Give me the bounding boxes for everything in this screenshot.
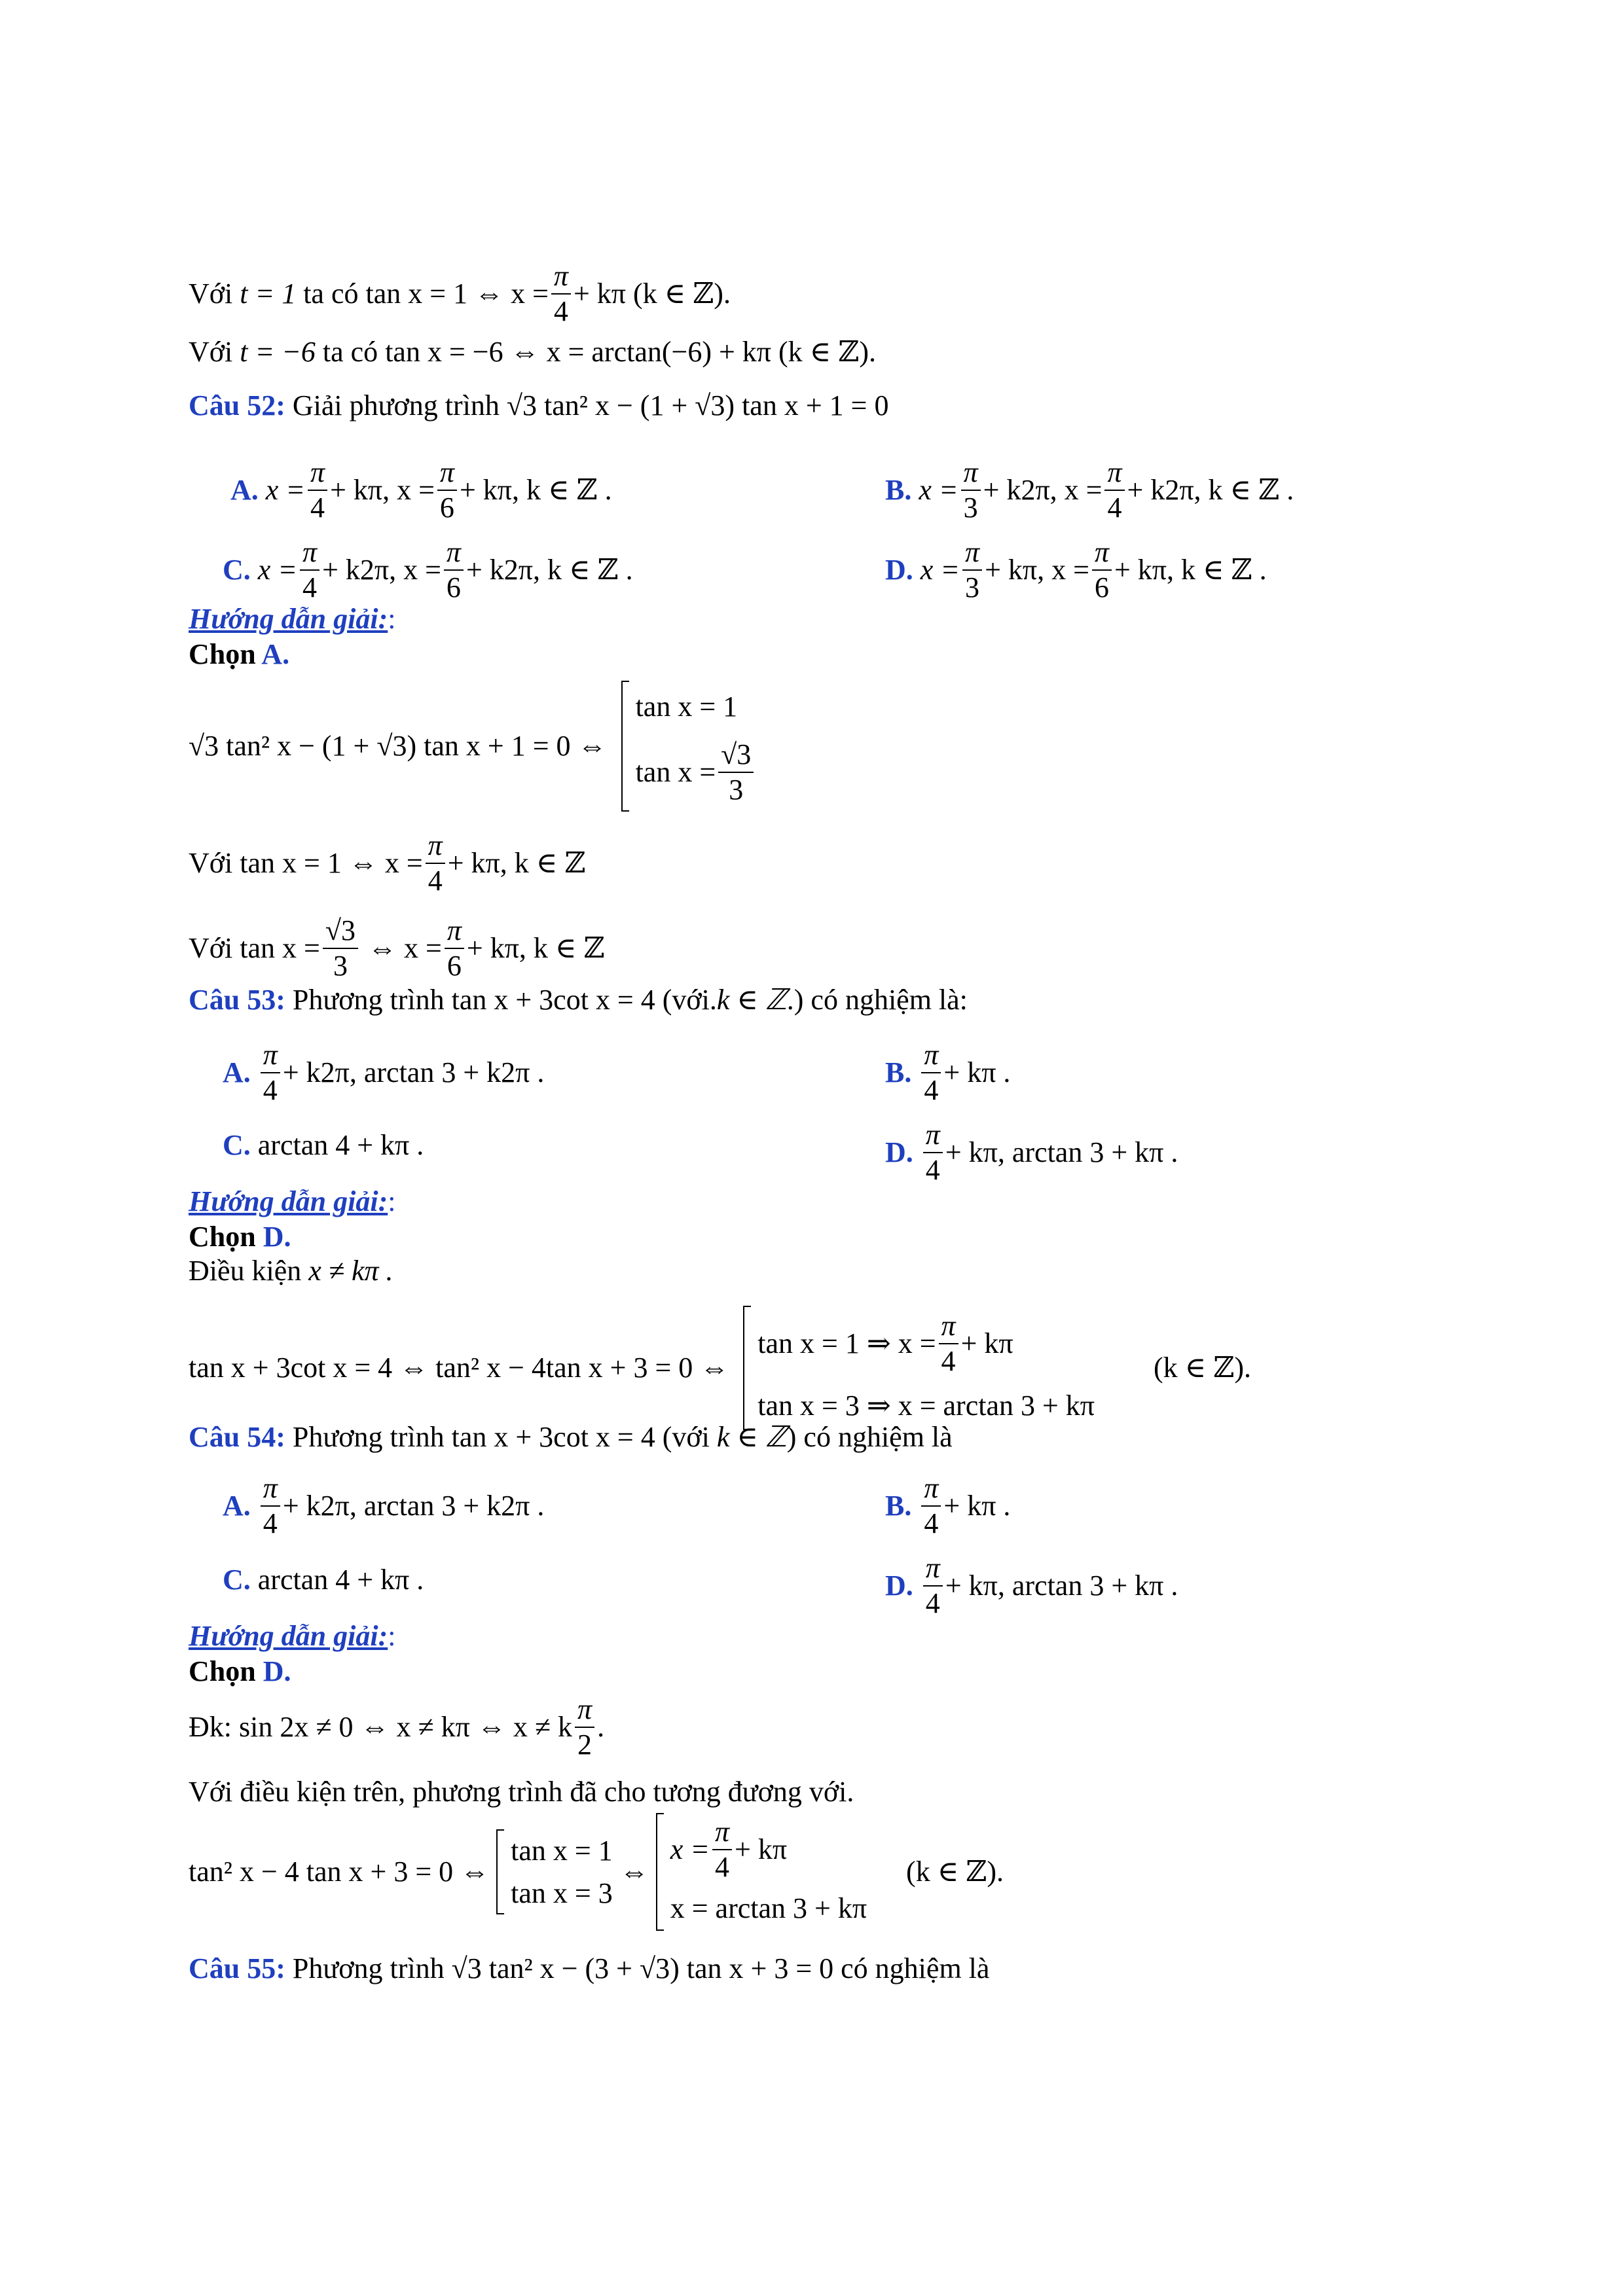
solution-52 xyxy=(189,681,756,812)
fraction: $\frac{\pi}{4}$ xyxy=(551,262,571,326)
option-53-c[interactable]: C. arctan 4 + kπ . xyxy=(223,1129,424,1161)
condition-53: Điều kiện x ≠ kπ . xyxy=(189,1255,393,1287)
question-53: Câu 53: Phương trình tan x + 3cot x = 4 (với. k ∈ ℤ .) có nghiệm là: xyxy=(189,984,968,1016)
math: + kπ (k ∈ ℤ). xyxy=(573,278,731,310)
option-53-a[interactable]: A. π 4 + k2π, arctan 3 + k2π . xyxy=(223,1039,545,1106)
option-54-a[interactable]: A. π 4 + k2π, arctan 3 + k2π . xyxy=(223,1472,545,1539)
bracket-cases: tan x = 1 tan x = 3 xyxy=(496,1829,613,1914)
option-52-d[interactable]: D. x = $\frac{\pi}{3}$ + kπ, x = $\frac{\pi}{6}$ + kπ, k ∈ ℤ . xyxy=(885,536,1267,603)
solution-53: tan x + 3cot x = 4 ⇔ tan² x − 4tan x + 3 = 0 ⇔ tan x = 1 ⇒ x = $\frac{\pi}{4}$ + kπ tan x = 3 ⇒ x = arctan 3 + kπ (k ∈ ℤ). xyxy=(189,1302,1251,1433)
guide-heading-53: Hướng dẫn giải:: xyxy=(189,1185,396,1217)
case-52-1: Với tan x = 1 ⇔ x = $\frac{\pi}{4}$ + kπ, k ∈ ℤ xyxy=(189,829,586,897)
question-52 xyxy=(189,387,888,424)
text: Với xyxy=(189,336,233,368)
question-label: Câu 52: xyxy=(189,389,285,422)
guide-heading-52: Hướng dẫn giải:: xyxy=(189,603,396,635)
answer-54: Chọn D. xyxy=(189,1655,291,1687)
option-54-b[interactable]: B. π 4 + kπ . xyxy=(885,1472,1011,1539)
math: t = 1 xyxy=(240,278,297,310)
answer-53: Chọn D. xyxy=(189,1221,291,1253)
option-52-c[interactable]: C. x = $\frac{\pi}{4}$ + k2π, x = $\frac{\pi}{6}$ + k2π, k ∈ ℤ . xyxy=(223,536,633,603)
math: t = −6 xyxy=(240,336,316,368)
option-54-c[interactable]: C. arctan 4 + kπ . xyxy=(223,1564,424,1596)
option-53-d[interactable]: D. π 4 + kπ, arctan 3 + kπ . xyxy=(885,1119,1178,1186)
guide-heading-54: Hướng dẫn giải:: xyxy=(189,1620,396,1652)
bracket-cases: tan x = 1 ⇒ x = $\frac{\pi}{4}$ + kπ tan x = 3 ⇒ x = arctan 3 + kπ xyxy=(743,1306,1095,1430)
question-54: Câu 54: Phương trình tan x + 3cot x = 4 (với k ∈ ℤ ) có nghiệm là xyxy=(189,1421,953,1453)
option-52-a[interactable]: A. x = $\frac{\pi}{4}$ + kπ, x = $\frac{\pi}{6}$ + kπ, k ∈ ℤ . xyxy=(230,456,612,524)
bracket-cases: tan x = 1 tan x = $\frac{√3}{3}$ xyxy=(621,681,757,812)
line-t-6 xyxy=(189,334,876,370)
question-55: Câu 55: Phương trình √3 tan² x − (3 + √3) tan x + 3 = 0 có nghiệm là xyxy=(189,1952,990,1984)
math: tan x = 1 ⇔ x = xyxy=(365,278,549,310)
option-53-b[interactable]: B. π 4 + kπ . xyxy=(885,1039,1011,1106)
case-52-2: Với tan x = $\frac{√3}{3}$ ⇔ x = $\frac{\pi}{6}$ + kπ, k ∈ ℤ xyxy=(189,914,605,982)
question-text: Giải phương trình xyxy=(292,389,500,422)
bracket-cases: x = $\frac{\pi}{4}$ + kπ x = arctan 3 + kπ xyxy=(656,1813,867,1931)
condition-54: Đk: sin 2x ≠ 0 ⇔ x ≠ kπ ⇔ x ≠ k π 2 . xyxy=(189,1693,605,1761)
solution-54: tan² x − 4 tan x + 3 = 0 ⇔ tan x = 1 tan x = 3 ⇔ x = $\frac{\pi}{4}$ + kπ x = arctan 3 + kπ (k ∈ ℤ). xyxy=(189,1813,1004,1931)
text: ta có xyxy=(322,336,378,368)
math: √3 tan² x − (1 + √3) tan x + 1 = 0 xyxy=(506,389,889,422)
option-54-d[interactable]: D. π 4 + kπ, arctan 3 + kπ . xyxy=(885,1552,1178,1619)
answer-52: Chọn A. xyxy=(189,638,290,670)
text: Với xyxy=(189,278,233,310)
option-52-b[interactable]: B. x = $\frac{\pi}{3}$ + k2π, x = $\frac{\pi}{4}$ + k2π, k ∈ ℤ . xyxy=(885,456,1294,524)
line-t1 xyxy=(189,262,731,326)
text: ta có xyxy=(303,278,359,310)
condition-line-54: Với điều kiện trên, phương trình đã cho tương đương với. xyxy=(189,1776,854,1808)
math: tan x = −6 ⇔ x = arctan(−6) + kπ (k ∈ ℤ). xyxy=(385,336,876,368)
math: √3 tan² x − (1 + √3) tan x + 1 = 0 ⇔ xyxy=(189,730,607,762)
